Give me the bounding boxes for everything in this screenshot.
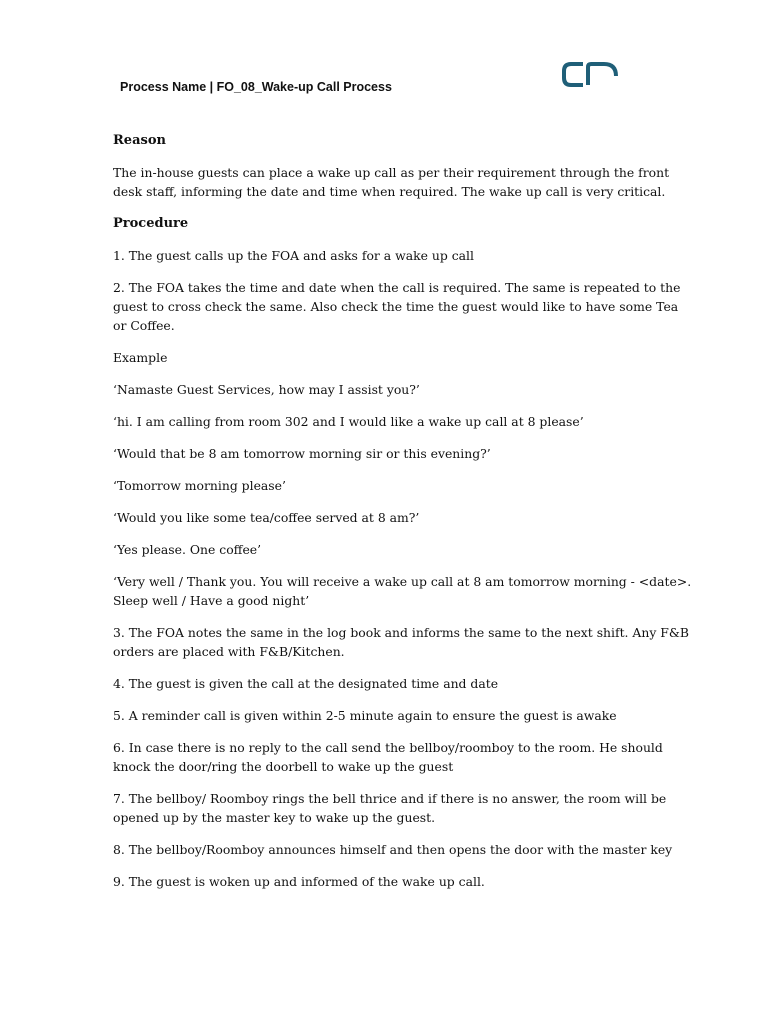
- document-content: [113, 131, 693, 904]
- procedure-step-list-continued: [113, 623, 693, 891]
- procedure-step: 2. The FOA takes the time and date when the call is required. The same is repeated to the guest to cross check the same. Also check the time the guest would like to have some Tea or Coffee.: [113, 280, 681, 333]
- process-name-header: Process Name | FO_08_Wake-up Call Process: [120, 80, 392, 94]
- example-line: ‘Would that be 8 am tomorrow morning sir or this evening?’: [113, 446, 491, 461]
- example-line: ‘Tomorrow morning please’: [113, 478, 286, 493]
- procedure-step: 9. The guest is woken up and informed of the wake up call.: [113, 874, 485, 889]
- example-line: ‘Very well / Thank you. You will receive a wake up call at 8 am tomorrow morning - <date>. Sleep well / Have a good night’: [113, 574, 692, 608]
- example-dialogue: [113, 380, 693, 610]
- reason-heading: Reason: [113, 133, 166, 148]
- procedure-step: 5. A reminder call is given within 2-5 minute again to ensure the guest is awake: [113, 708, 617, 723]
- procedure-step: 1. The guest calls up the FOA and asks for a wake up call: [113, 248, 474, 263]
- procedure-step: 8. The bellboy/Roomboy announces himself and then opens the door with the master key: [113, 842, 673, 857]
- procedure-heading: Procedure: [113, 216, 189, 231]
- procedure-step: 6. In case there is no reply to the call send the bellboy/roomboy to the room. He should knock the door/ring the doorbell to wake up the guest: [113, 740, 663, 774]
- procedure-step-list: [113, 246, 693, 335]
- reason-text: The in-house guests can place a wake up call as per their requirement through the front desk staff, informing the date and time when required. The wake up call is very critical.: [113, 165, 670, 199]
- example-line: ‘Namaste Guest Services, how may I assist you?’: [113, 382, 420, 397]
- procedure-step: 7. The bellboy/ Roomboy rings the bell thrice and if there is no answer, the room will be opened up by the master key to wake up the guest.: [113, 791, 667, 825]
- example-line: ‘Would you like some tea/coffee served at 8 am?’: [113, 510, 420, 525]
- example-line: ‘Yes please. One coffee’: [113, 542, 262, 557]
- example-line: ‘hi. I am calling from room 302 and I would like a wake up call at 8 please’: [113, 414, 584, 429]
- procedure-step: 4. The guest is given the call at the designated time and date: [113, 676, 499, 691]
- brand-logo-icon: [560, 56, 620, 92]
- example-label: Example: [113, 350, 168, 365]
- procedure-step: 3. The FOA notes the same in the log book and informs the same to the next shift. Any F&B orders are placed with F&B/Kitchen.: [113, 625, 690, 659]
